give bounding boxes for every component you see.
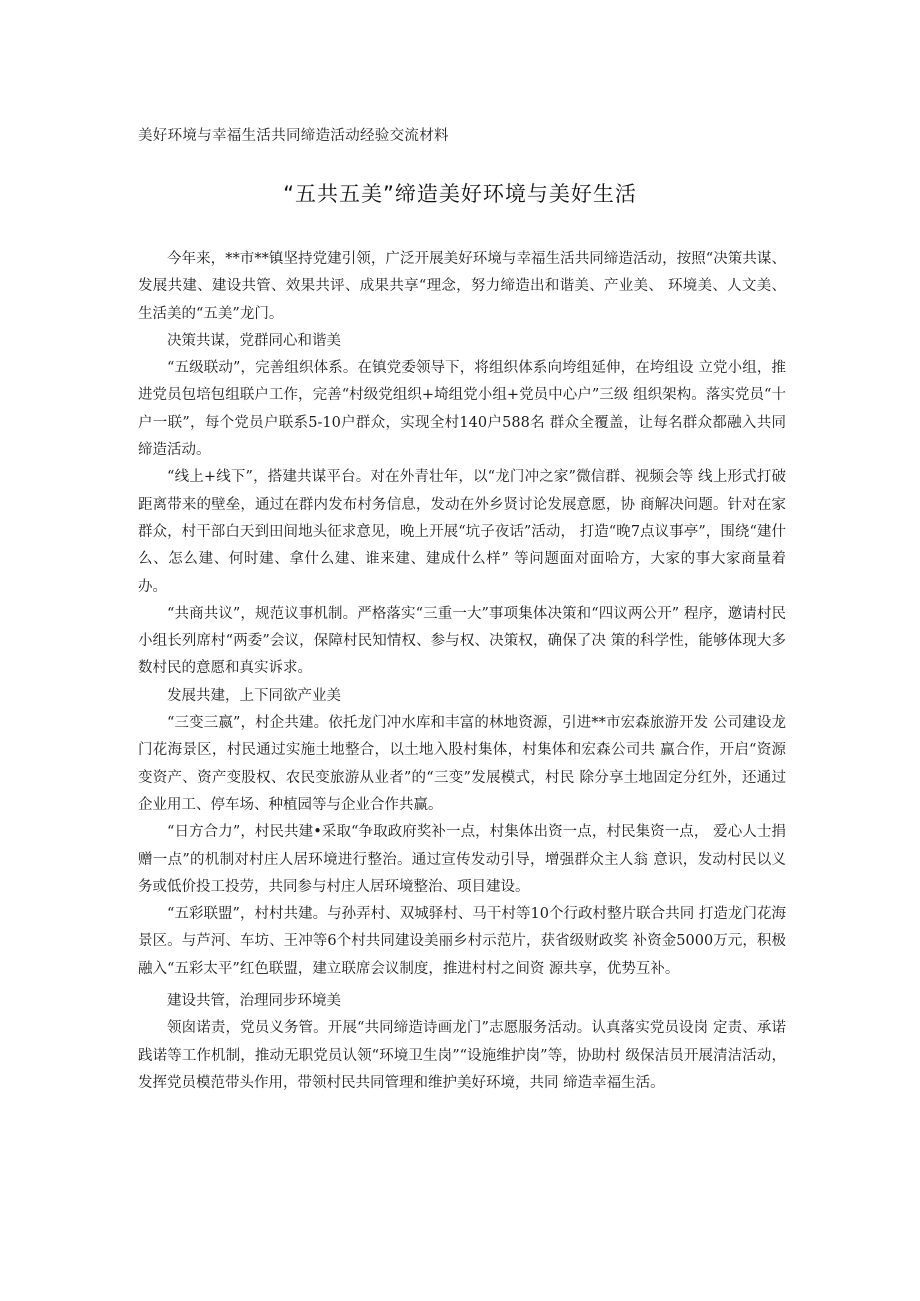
section-heading-development: 发展共建，上下同欲产业美 bbox=[167, 687, 341, 704]
paragraph-consultation: “共商共议”，规范议事机制。严格落实“三重一大”事项集体决策和“四议两公开” 程序，邀请村民小组长列席村“两委”会议，保障村民知情权、参与权、决策权，确保了决 策的科学性，能够体现大多数村民的意愿和真实诉求。 bbox=[138, 605, 786, 677]
paragraph-three-changes: “三变三嬴”，村企共建。依托龙门冲水库和丰富的林地资源，引进**市宏森旅游开发 公司建设龙门花海景区，村民通过实施土地整合，以土地入股村集体，村集体和宏森公司共 赢合作，开启“资源变资产、资产变股权、农民变旅游从业者”的“三变”发展模式，村民 除分享土地固定分红外，还通过企业用工、停车场、种植园等与企业合作共赢。 bbox=[138, 715, 786, 813]
section-heading-construction: 建设共管，治理同步环境美 bbox=[167, 993, 341, 1010]
paragraph-party-member-duty: 领囱诺责，党员义务管。开展“共同缔造诗画龙门”志愿服务活动。认真落实党员设岗 定责、承诺践诺等工作机制，推动无职党员认领“环境卫生岗”“设施维护岗”等，协助村 级保洁员开展清洁活动，发挥党员模范带头作用，带领村民共同管理和维护美好环境，共同 缔造幸福生活。 bbox=[138, 1020, 786, 1091]
section-heading-decision: 决策共谋，党群同心和谐美 bbox=[167, 332, 341, 349]
paragraph-online-offline: “线上+线下”，搭建共谋平台。对在外青壮年，以“龙门冲之家”微信群、视频会等 线上形式打破距离带来的壁垒，通过在群内发布村务信息，发动在外乡贤讨论发展意愿，协 商解决问题。针对在家群众，村干部白天到田间地头征求意见，晚上开展“坑子夜话”活动， 打造“晚7点议事亭”，围绕“建什么、怎么建、何时建、拿什么建、谁来建、建成什么样” 等问题面对面哈方，大家的事大家商量着办。 bbox=[138, 469, 786, 595]
document-title: “五共五美”缔造美好环境与美好生活 bbox=[283, 182, 637, 206]
paragraph-five-color-alliance: “五彩联盟”，村村共建。与孙弄村、双城驿村、马干村等10个行政村整片联合共同 打造龙门花海景区。与芦河、车坊、王冲等6个村共同建设美丽乡村示范片，获省级财政奖 补资金5000万元，积极融入“五彩太平”红色联盟，建立联席会议制度，推进村村之间资 源共享，优势互补。 bbox=[138, 906, 786, 977]
paragraph-joint-effort: “日方合力”，村民共建•采取“争取政府奖补一点，村集体出资一点，村民集资一点， 爱心人士捐赠一点”的机制对村庄人居环境进行整治。通过宣传发动引导，增强群众主人翁 意识，发动村民以义务或低价投工投劳，共同参与村庄人居环境整治、项目建设。 bbox=[138, 824, 786, 895]
document-subtitle: 美好环境与幸福生活共同缔造活动经验交流材料 bbox=[138, 128, 449, 144]
intro-paragraph: 今年来，**市**镇坚持党建引领，广泛开展美好环境与幸福生活共同缔造活动，按照“决策共谋、发展共建、建设共管、效果共评、成果共享“理念，努力缔造出和谐美、产业美、 环境美、人文美、生活美的“五美”龙门。 bbox=[138, 251, 786, 322]
document-body bbox=[138, 246, 786, 1097]
paragraph-five-level-linkage: “五级联动”，完善组织体系。在镇党委领导下，将组织体系向垮组延伸，在垮组设 立党小组，推进党员包培包组联户工作，完善“村级党组织+埼组党小组+党员中心户”三级 组织架构。落实党员“十户一联”，每个党员户联系5-10户群众，实现全村140户588名 群众全覆盖，让每名群众都融入共同缔造活动。 bbox=[138, 360, 786, 459]
